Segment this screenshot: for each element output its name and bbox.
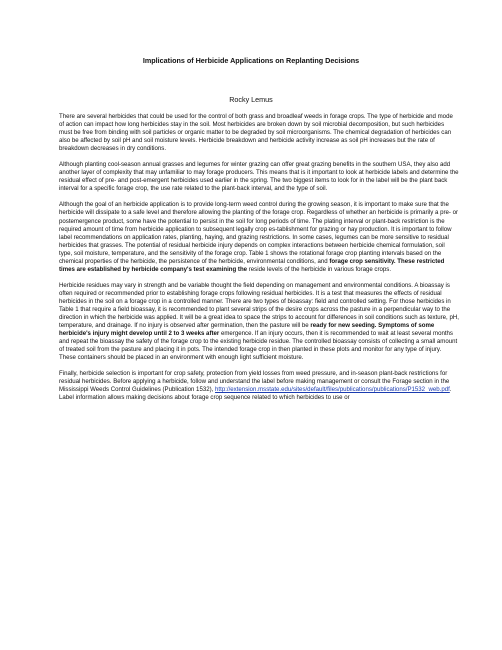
document-body — [59, 113, 459, 411]
paragraph-2 — [59, 161, 459, 193]
document-author: Rocky Lemus — [229, 95, 273, 104]
paragraph-1-text: There are several herbicides that could be used for the control of both grass and broadleaf weeds in forage crops. The type of herbicide and mode of action can impact how long herbicides stay in the soil. Most herbicides are broken down by soil microbial decomposition, but such herbicides must be free from binding with soil particles or organic matter to be degraded by soil microorganisms. The chemical degradation of herbicides can also be affected by soil pH and soil moisture levels. Herbicide breakdown and herbicide activity increase as soil pH increases but the rate of breakdown decreases in dry conditions. — [59, 113, 453, 153]
paragraph-3-text: Although the goal of an herbicide application is to provide long-term weed control during the growing season, it is important to make sure that the herbicide will dissipate to a safe level and therefore allowing the planting of the forage crop. Regardless of whether an herbicide is primarily a pre- or postemergence product, some have the potential to persist in the soil for long periods of time. The plating interval or plant-back restriction is the required amount of time from herbicide application to subsequent legally crop es-tablishment for grazing or hay production. It is important to follow label recommendations on application rates, planting, haying, and grazing restrictions. In some cases, legumes can be more sensitive to residual herbicides that grasses. The potential of residual herbicide injury depends on complex interactions between herbicide chemical formulation, soil type, soil moisture, temperature, and the sensitivity of the forage crop. Table 1 shows the rotational forage crop planting intervals based on the chemical properties of the herbicide, the persistence of the herbicide, environmental conditions, and — [59, 201, 459, 265]
paragraph-3 — [59, 201, 459, 273]
paragraph-4 — [59, 282, 459, 362]
paragraph-5 — [59, 370, 459, 402]
paragraph-3-bold: forage crop sensitivity. These restricted times are established by herbicide company's test examining the — [59, 257, 445, 273]
paragraph-5-after: . Label information allows making decisions about forage crop sequence related to which herbicides to use or — [59, 386, 452, 402]
paragraph-4-bold: ready for new seeding. Symptoms of some herbicide's injury might develop until 2 to 3 weeks after — [59, 322, 435, 338]
publication-link[interactable]: http://extension.msstate.edu/sites/default/files/publications/publications/P1532_web.pdf — [215, 386, 450, 394]
paragraph-4-after: emergence. If an injury occurs, then it is recommended to wait at least several months and repeat the bioassay the safety of the forage crop to the existing herbicide residue. The controlled bioassay consists of collecting a small amount of treated soil from the pasture and placing it in pots. The intended forage crop in then planted in these plots and monitor for any type of injury. These containers should be placed in an environment with enough light sufficient moisture. — [59, 330, 458, 362]
paragraph-5-text: Finally, herbicide selection is important for crop safety, protection from yield losses from weed pressure, and in-season plant-back restrictions for residual herbicides. Before applying a herbicide, follow and understand the label before making management or consult the Forage section in the Mississippi Weeds Control Guidelines (Publication 1532), — [59, 370, 450, 394]
paragraph-2-text: Although planting cool-season annual grasses and legumes for winter grazing can offer great grazing benefits in the southern USA, they also add another layer of complexity that may unfamiliar to may forage producers. This means that is it important to look at herbicide labels and determine the residual effect of pre- and post-emergent herbicides used earlier in the spring. The two biggest items to look for in the label will be the plant back interval for a specific forage crop, the use rate related to the plant-back interval, and the type of soil. — [59, 161, 459, 193]
paragraph-1 — [59, 113, 459, 153]
paragraph-4-text: Herbicide residues may vary in strength and be variable thought the field depending on management and environmental conditions. A bioassay is often required or recommended prior to establishing forage crops following residual herbicides. It is a test that measures the effects of residual herbicides in the soil on a forage crop in a controlled manner. There are two types of bioassay: field and controlled setting. For those herbicides in Table 1 that require a field bioassay, it is recommended to plant several strips of the desire crops across the pasture in a perpendicular way to the direction in which the herbicide was applied. It will be a great idea to space the strips to account for differences in soil conditions such as texture, pH, temperature, and drainage. If no injury is observed after germination, then the pasture will be — [59, 281, 459, 330]
paragraph-3-after: reside levels of the herbicide in various forage crops. — [248, 265, 392, 273]
document-title: Implications of Herbicide Applications on Replanting Decisions — [142, 56, 360, 65]
